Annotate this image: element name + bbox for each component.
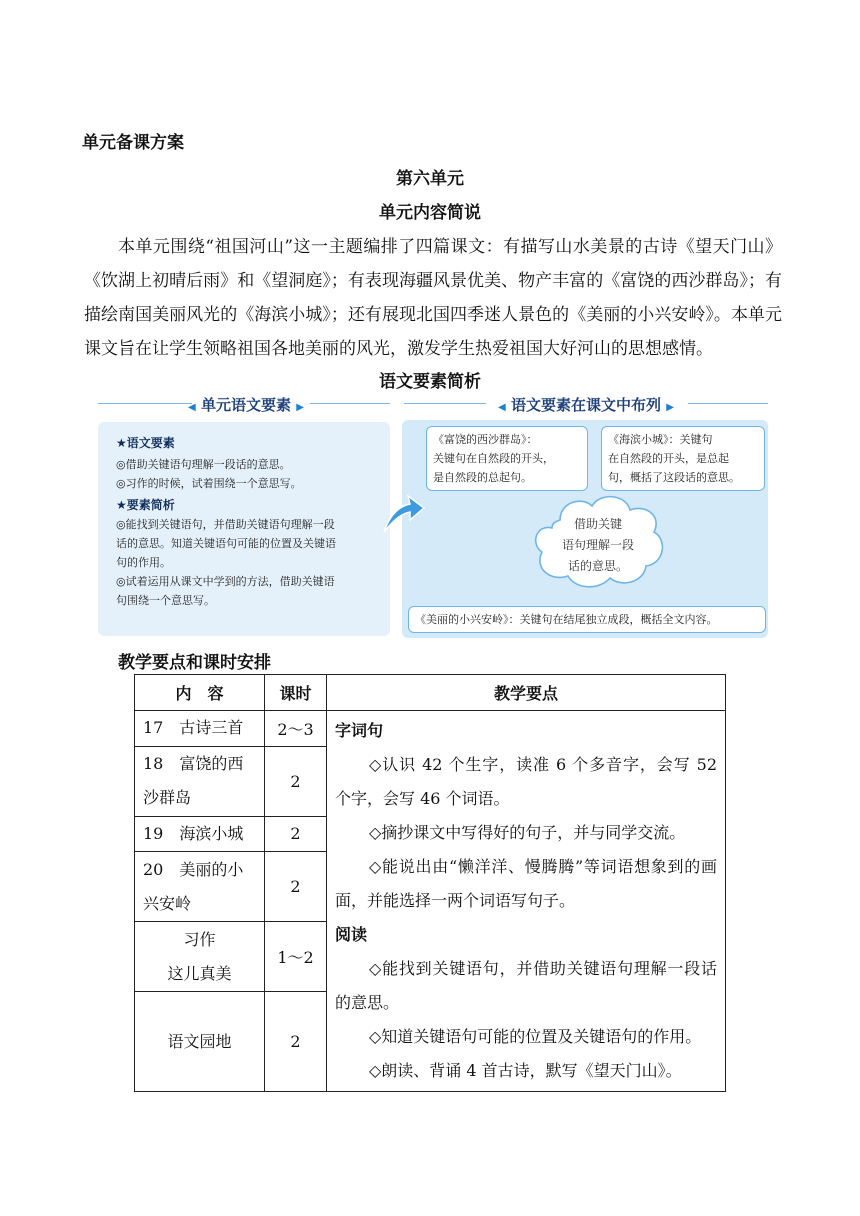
unit-elements-box xyxy=(98,422,390,636)
lesson-name: 18 富饶的西 xyxy=(143,754,244,774)
element-line: 句围绕一个意思写。 xyxy=(116,594,215,607)
lesson-cell xyxy=(135,816,265,852)
header-points: 教学要点 xyxy=(327,675,726,711)
triangle-left-icon: ◀ xyxy=(188,402,196,413)
element-heading: ★要素简析 xyxy=(116,498,175,512)
element-line: 句的作用。 xyxy=(116,556,171,569)
lesson-name: 沙群岛 xyxy=(143,788,192,808)
schedule-title: 教学要点和课时安排 xyxy=(118,653,271,673)
header-content: 内 容 xyxy=(135,675,265,711)
point-item: ◇能找到关键语句，并借助关键语句理解一段话的意思。 xyxy=(335,959,717,1012)
intro-title: 单元内容简说 xyxy=(379,203,481,223)
note-line: 《富饶的西沙群岛》： xyxy=(433,433,538,446)
element-line: ◎试着运用从课文中学到的方法，借助关键语 xyxy=(116,575,335,588)
lesson-cell xyxy=(135,852,265,922)
right-panel-title-text: 语文要素在课文中布列 xyxy=(510,396,661,414)
table-header-row xyxy=(135,675,726,711)
lesson-name: 这儿真美 xyxy=(167,963,232,983)
lesson-name: 习作 xyxy=(183,929,216,949)
cloud-line: 话的意思。 xyxy=(567,559,628,573)
blue-arrow-icon xyxy=(380,488,426,538)
teaching-points-cell xyxy=(327,711,726,1092)
schedule-table xyxy=(134,674,726,1092)
triangle-right-icon: ▶ xyxy=(666,402,674,413)
note-xiaoxinganling: 《美丽的小兴安岭》：关键句在结尾独立成段，概括全文内容。 xyxy=(408,606,766,633)
lesson-cell xyxy=(135,922,265,992)
hours-cell: 2 xyxy=(265,992,327,1092)
element-line: ◎借助关键语句理解一段话的意思。 xyxy=(116,458,291,471)
lesson-name: 20 美丽的小 xyxy=(143,859,244,879)
divider xyxy=(310,403,390,404)
cloud-text xyxy=(552,514,644,577)
analysis-title: 语文要素简析 xyxy=(379,372,481,392)
point-item: ◇知道关键语句可能的位置及关键语句的作用。 xyxy=(369,1027,702,1046)
point-item: ◇能说出由“懒洋洋、慢腾腾”等词语想象到的画面，并能选择一两个词语写句子。 xyxy=(335,857,717,910)
lesson-name: 语文园地 xyxy=(167,1031,232,1051)
element-line: ◎习作的时候，试着围绕一个意思写。 xyxy=(116,477,302,490)
intro-paragraph xyxy=(84,230,782,366)
divider xyxy=(688,403,768,404)
divider xyxy=(98,403,192,404)
intro-text: 本单元围绕“祖国河山”这一主题编排了四篇课文：有描写山水美景的古诗《望天门山》《饮湖上初晴后雨》和《望洞庭》；有表现海疆风景优美、物产丰富的《富饶的西沙群岛》；有描绘南国美丽风光的《海滨小城》；还有展现北国四季迷人景色的《美丽的小兴安岭》。本单元课文旨在让学生领略祖国各地美丽的风光，激发学生热爱祖国大好河山的思想感情。 xyxy=(84,237,782,359)
hours-cell: 2 xyxy=(265,852,327,922)
hours-cell: 1～2 xyxy=(265,922,327,992)
right-panel-title xyxy=(486,394,686,415)
element-heading: ★语文要素 xyxy=(116,436,175,450)
note-line: 在自然段的开头，是总起 xyxy=(608,452,729,465)
element-line: ◎能找到关键语句，并借助关键语句理解一段 xyxy=(116,518,335,531)
points-subheading: 阅读 xyxy=(335,925,368,944)
lesson-cell xyxy=(135,711,265,747)
hours-cell: 2 xyxy=(265,746,327,816)
unit-title: 第六单元 xyxy=(396,169,464,189)
hours-cell: 2 xyxy=(265,816,327,852)
left-panel-title xyxy=(186,394,306,415)
note-line: 《海滨小城》：关键句 xyxy=(608,433,713,446)
note-line: 关键句在自然段的开头， xyxy=(433,452,554,465)
note-line: 句，概括了这段话的意思。 xyxy=(608,471,740,484)
point-item: ◇认识 42 个生字，读准 6 个多音字，会写 52 个字，会写 46 个词语。 xyxy=(335,755,717,808)
header-hours: 课时 xyxy=(265,675,327,711)
left-panel-title-text: 单元语文要素 xyxy=(200,396,291,414)
note-haibin xyxy=(601,426,765,491)
divider xyxy=(404,403,486,404)
lesson-name: 兴安岭 xyxy=(143,893,192,913)
cloud-line: 语句理解一段 xyxy=(561,538,634,552)
lesson-name: 19 海滨小城 xyxy=(143,823,244,843)
point-item: ◇摘抄课文中写得好的句子，并与同学交流。 xyxy=(369,823,686,842)
lesson-cell xyxy=(135,746,265,816)
triangle-right-icon: ▶ xyxy=(296,402,304,413)
cloud-line: 借助关键 xyxy=(573,517,622,531)
section-label: 单元备课方案 xyxy=(82,133,184,153)
point-item: ◇朗读、背诵 4 首古诗，默写《望天门山》。 xyxy=(369,1061,682,1080)
points-subheading: 字词句 xyxy=(335,721,384,740)
note-line: 是自然段的总起句。 xyxy=(433,471,532,484)
note-xisha xyxy=(426,426,588,491)
hours-cell: 2～3 xyxy=(265,711,327,747)
triangle-left-icon: ◀ xyxy=(498,402,506,413)
lesson-name: 17 古诗三首 xyxy=(143,718,244,738)
table-row xyxy=(135,711,726,747)
lesson-cell xyxy=(135,992,265,1092)
element-line: 话的意思。知道关键语句可能的位置及关键语 xyxy=(116,537,336,550)
